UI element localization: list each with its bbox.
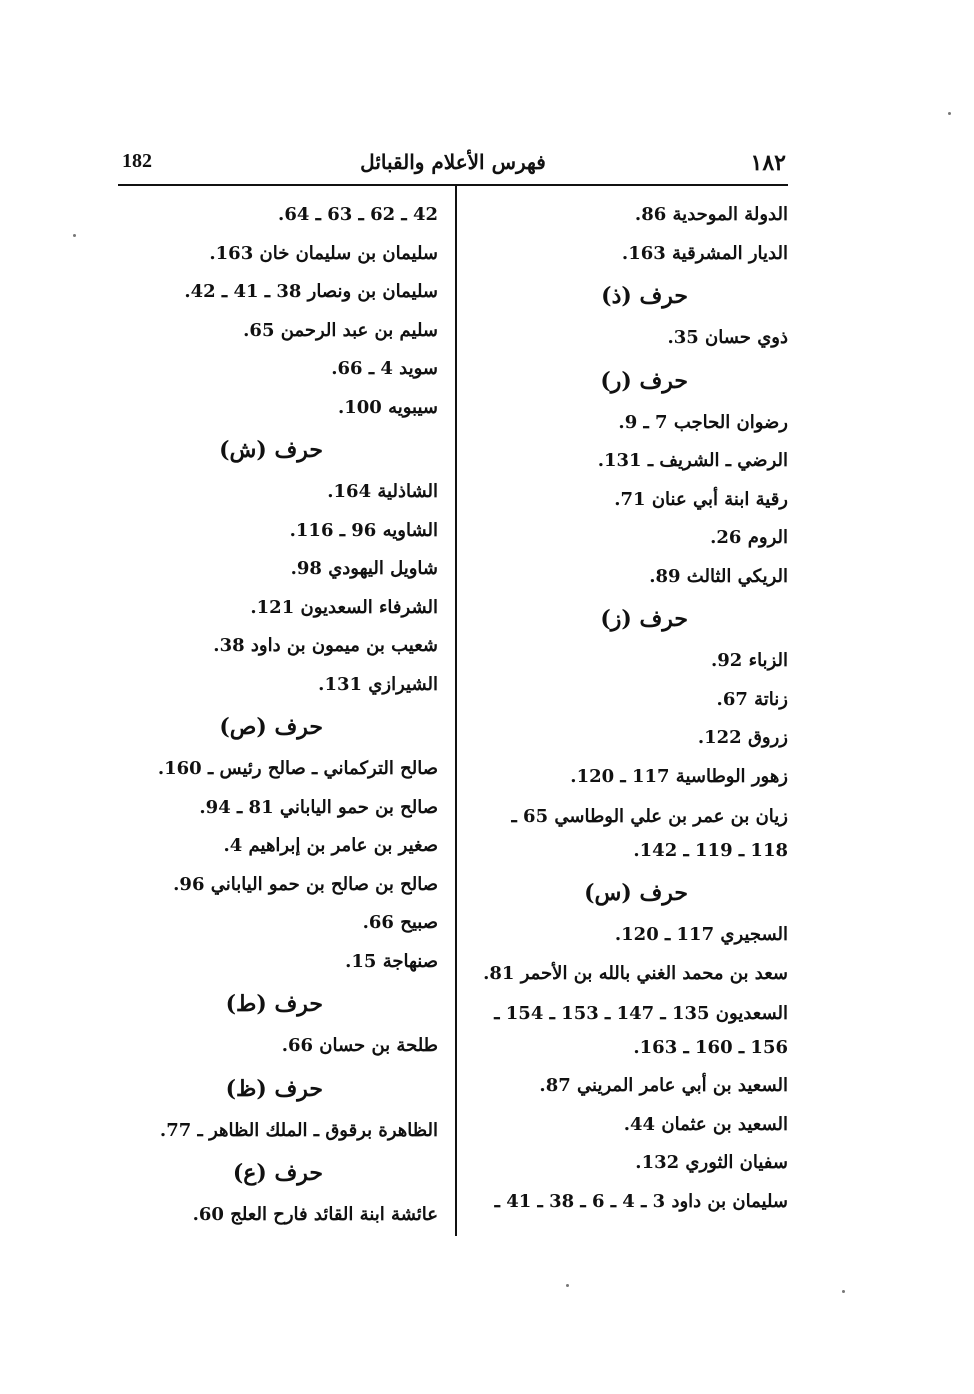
index-entry: زروق 122. (697, 727, 788, 748)
scan-speck (948, 112, 951, 115)
index-entry: الظاهرة برقوق ـ الملك الظاهر ـ 77. (159, 1119, 438, 1141)
index-entry: الريكي الثالث 89. (649, 565, 788, 587)
index-entry: الشرفاء السعديون 121. (250, 596, 438, 618)
index-entry: صالح التركماني ـ صالح رئيس ـ 160. (157, 758, 438, 779)
index-entry: شعيب بن ميمون بن داود 38. (213, 635, 438, 656)
index-entry: سليم بن عبد الرحمن 65. (243, 319, 438, 341)
index-entry: الدولة الموحدية 86. (634, 204, 788, 225)
index-entry: الشيرازي 131. (318, 673, 438, 695)
index-entry: صنهاجة 15. (345, 950, 438, 972)
index-entry: رقية ابنة أبي عنان 71. (614, 488, 788, 510)
letter-heading: حرف (ر) (600, 367, 688, 394)
index-entry: سليمان بن سليمان خان 163. (209, 242, 438, 264)
index-entry: سليمان بن داود 3 ـ 4 ـ 6 ـ 38 ـ 41 ـ (494, 1190, 788, 1212)
index-column-left (108, 196, 438, 1235)
index-entry: شاويل اليهودي 98. (290, 558, 438, 579)
column-divider (455, 186, 457, 1236)
index-entry: طلحة بن حسان 66. (281, 1035, 438, 1056)
index-entry: السعيد بن أبي عامر المريني 87. (539, 1075, 788, 1096)
index-entry: زناتة 67. (716, 688, 788, 710)
index-entry: السجيري 117 ـ 120. (614, 924, 788, 945)
letter-heading: حرف (س) (584, 880, 688, 906)
index-entry: سليمان بن ونصار 38 ـ 41 ـ 42. (184, 281, 438, 302)
index-entry: السعيد بن عثمان 44. (623, 1113, 788, 1135)
index-entry: سويد 4 ـ 66. (331, 358, 438, 379)
index-entry: رضوان الحاجب 7 ـ 9. (618, 411, 788, 433)
page-header (118, 148, 788, 186)
index-entry: الرضي ـ الشريف ـ 131. (597, 450, 788, 471)
index-entry: الشاذلية 164. (327, 481, 438, 502)
scan-speck (842, 1290, 845, 1293)
letter-heading: حرف (ذ) (601, 283, 688, 309)
index-entry: عائشة ابنة القائد فارح العلج 60. (192, 1204, 438, 1225)
letter-heading: حرف (ط) (225, 991, 323, 1017)
index-entry: ذوي حسان 35. (667, 327, 788, 348)
index-entry: زيان بن عمر بن علي الوطاسي 65 ـ 118 ـ 119 ـ 142. (511, 806, 788, 861)
letter-heading: حرف (ظ) (225, 1075, 323, 1102)
index-entry: الزباء 92. (711, 650, 788, 671)
index-entry: سعد بن محمد الغني بالله بن الأحمر 81. (483, 962, 788, 984)
letter-heading: حرف (ز) (600, 606, 688, 632)
page-number-latin: 182 (122, 150, 152, 172)
letter-heading: حرف (ش) (219, 437, 323, 463)
scan-speck (566, 1284, 569, 1287)
index-entry: الروم 26. (710, 527, 788, 548)
index-entry: سفيان الثوري 132. (635, 1152, 788, 1173)
index-entry: صالح بن حمو الياباني 81 ـ 94. (199, 796, 438, 818)
index-entry: زهور الوطاسية 117 ـ 120. (570, 765, 788, 787)
page-title: فهرس الأعلام والقبائل (360, 150, 546, 174)
scan-speck (73, 234, 76, 237)
index-entry: السعديون 135 ـ 147 ـ 153 ـ 154 ـ 156 ـ 160 ـ 163. (494, 1003, 788, 1058)
index-entry: الديار المشرقية 163. (621, 242, 788, 264)
letter-heading: حرف (ص) (219, 714, 323, 740)
index-column-right (468, 196, 788, 1221)
page-number-arabic: ١٨٢ (750, 150, 786, 176)
index-entry: صالح بن صالح بن حمو الياباني 96. (173, 873, 438, 895)
index-entry: 42 ـ 62 ـ 63 ـ 64. (278, 204, 438, 225)
letter-heading: حرف (ع) (232, 1160, 323, 1186)
index-entry: سيبويه 100. (337, 396, 438, 418)
index-entry: صبيح 66. (362, 912, 438, 933)
index-entry: الشاويه 96 ـ 116. (289, 519, 438, 541)
index-entry: صغير بن عامر بن إبراهيم 4. (223, 835, 438, 856)
